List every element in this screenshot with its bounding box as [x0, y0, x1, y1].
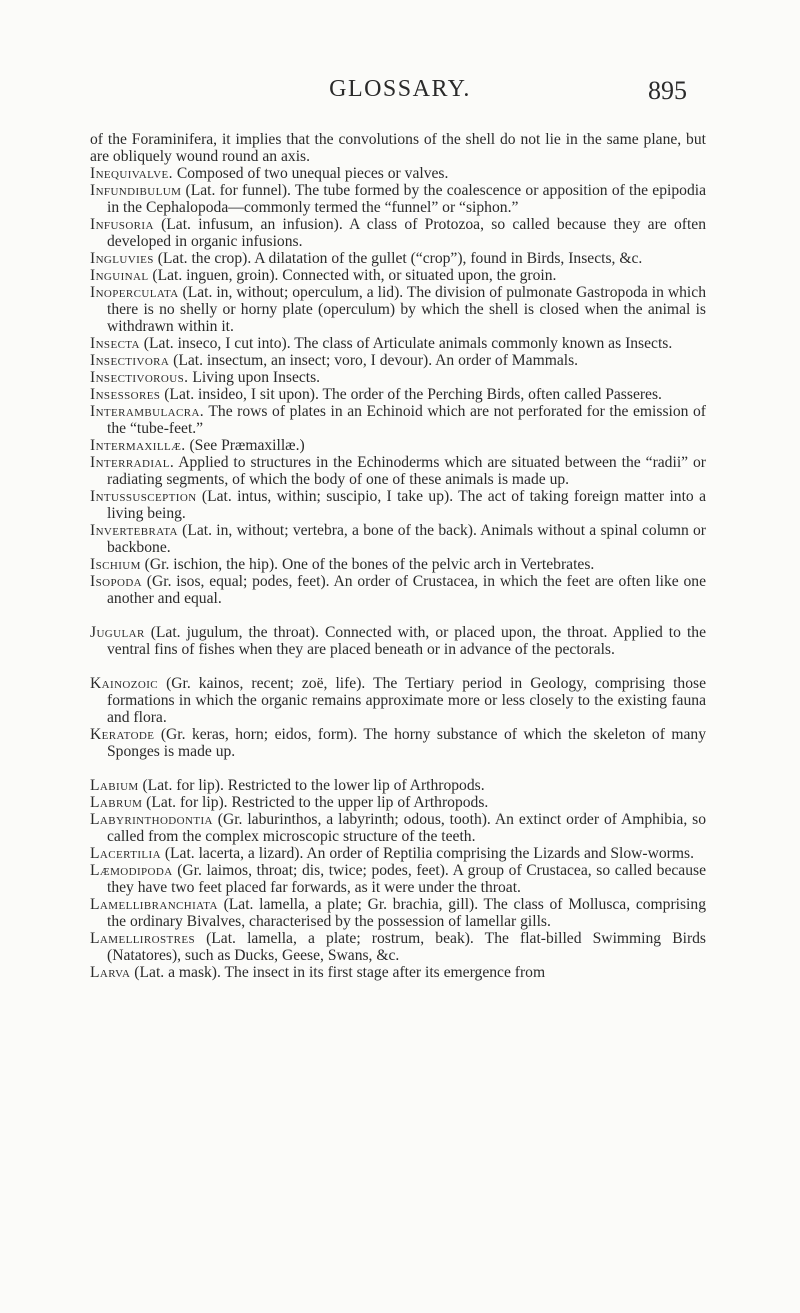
- entry-headword: Isopoda: [90, 573, 143, 590]
- entry-headword: Labyrinthodontia: [90, 811, 213, 828]
- glossary-entry: [90, 675, 706, 726]
- glossary-entry: [90, 352, 706, 369]
- entry-definition: Applied to structures in the Echinoderms which are situated between the “radii” or radiating segments, of which the body of one of these animals is made up.: [107, 454, 706, 488]
- entry-definition: (Lat. the crop). A dilatation of the gullet (“crop”), found in Birds, Insects, &c.: [153, 250, 643, 267]
- glossary-entry: [90, 811, 706, 845]
- entry-definition: (Lat. lamella, a plate; rostrum, beak). The flat-billed Swimming Birds (Natatores), such as Ducks, Geese, Swans, &c.: [107, 930, 706, 964]
- entry-definition: (Lat. inseco, I cut into). The class of Articulate animals commonly known as Insects.: [139, 335, 673, 352]
- entry-definition: (Lat. for lip). Restricted to the upper lip of Arthropods.: [142, 794, 489, 811]
- entry-definition: (Lat. in, without; vertebra, a bone of the back). Animals without a spinal column or backbone.: [107, 522, 706, 556]
- glossary-entry: [90, 522, 706, 556]
- glossary-entry: [90, 777, 706, 794]
- glossary-entry: [90, 845, 706, 862]
- entry-definition: (Gr. laimos, throat; dis, twice; podes, feet). A group of Crustacea, so called because they have two feet placed far forwards, as it were under the throat.: [107, 862, 706, 896]
- entry-headword: Interradial.: [90, 454, 175, 471]
- glossary-body: [90, 131, 706, 981]
- entry-definition: Living upon Insects.: [188, 369, 321, 386]
- entry-definition: (Lat. jugulum, the throat). Connected with, or placed upon, the throat. Applied to the ventral fins of fishes when they are placed beneath or in advance of the pectorals.: [107, 624, 706, 658]
- entry-definition: (Lat. insideo, I sit upon). The order of the Perching Birds, often called Passeres.: [160, 386, 662, 403]
- entry-headword: Jugular: [90, 624, 145, 641]
- glossary-entry: [90, 964, 706, 981]
- entry-definition: (Lat. for lip). Restricted to the lower lip of Arthropods.: [138, 777, 485, 794]
- running-head: GLOSSARY.: [329, 76, 471, 102]
- entry-definition: (Gr. kainos, recent; zoë, life). The Tertiary period in Geology, comprising those formations in which the organic remains approximate more or less closely to the existing fauna and flora.: [107, 675, 706, 726]
- glossary-entry: [90, 386, 706, 403]
- entry-definition: (Lat. insectum, an insect; voro, I devour). An order of Mammals.: [169, 352, 579, 369]
- entry-definition: (Gr. ischion, the hip). One of the bones of the pelvic arch in Vertebrates.: [140, 556, 595, 573]
- entry-headword: Kainozoic: [90, 675, 159, 692]
- entry-definition: (See Præmaxillæ.): [185, 437, 305, 454]
- entry-headword: Infusoria: [90, 216, 154, 233]
- entry-definition: (Gr. isos, equal; podes, feet). An order of Crustacea, in which the feet are often like one another and equal.: [107, 573, 706, 607]
- entry-headword: Insessores: [90, 386, 161, 403]
- glossary-entry: [90, 216, 706, 250]
- entry-definition: (Lat. infusum, an infusion). A class of Protozoa, so called because they are often developed in organic infusions.: [107, 216, 706, 250]
- glossary-entry: [90, 624, 706, 658]
- glossary-entry: [90, 403, 706, 437]
- entry-definition: (Lat. lamella, a plate; Gr. brachia, gill). The class of Mollusca, comprising the ordinary Bivalves, characterised by the possession of lamellar gills.: [107, 896, 706, 930]
- entry-headword: Keratode: [90, 726, 155, 743]
- entry-headword: Larva: [90, 964, 131, 981]
- entry-headword: Inguinal: [90, 267, 149, 284]
- entry-headword: Infundibulum: [90, 182, 182, 199]
- entry-headword: Ischium: [90, 556, 141, 573]
- entry-definition: Composed of two unequal pieces or valves.: [172, 165, 449, 182]
- glossary-entry: [90, 896, 706, 930]
- glossary-entry: [90, 250, 706, 267]
- page-header: [0, 76, 800, 116]
- letter-section-gap: [90, 760, 706, 777]
- entry-headword: Lacertilia: [90, 845, 161, 862]
- glossary-entry: [90, 335, 706, 352]
- entry-headword: Intussusception: [90, 488, 197, 505]
- glossary-entry: [90, 794, 706, 811]
- entry-definition: (Gr. keras, horn; eidos, form). The horny substance of which the skeleton of many Sponges is made up.: [107, 726, 706, 760]
- glossary-entries: [90, 165, 706, 981]
- glossary-entry: [90, 726, 706, 760]
- entry-headword: Lamellirostres: [90, 930, 195, 947]
- entry-headword: Labium: [90, 777, 139, 794]
- entry-definition: (Gr. laburinthos, a labyrinth; odous, tooth). An extinct order of Amphibia, so called from the complex microscopic structure of the teeth.: [107, 811, 706, 845]
- glossary-entry: [90, 437, 706, 454]
- glossary-entry: [90, 488, 706, 522]
- page-number: 895: [648, 76, 687, 105]
- entry-definition: The rows of plates in an Echinoid which are not perforated for the emission of the “tube-feet.”: [107, 403, 706, 437]
- entry-headword: Inequivalve.: [90, 165, 173, 182]
- entry-headword: Inoperculata: [90, 284, 179, 301]
- glossary-entry: [90, 165, 706, 182]
- entry-definition: (Lat. in, without; operculum, a lid). The division of pulmonate Gastropoda in which there is no shelly or horny plate (operculum) by which the shell is closed when the animal is withdrawn within it.: [107, 284, 706, 335]
- letter-section-gap: [90, 607, 706, 624]
- entry-headword: Insecta: [90, 335, 140, 352]
- letter-section-gap: [90, 658, 706, 675]
- glossary-entry: [90, 267, 706, 284]
- continued-entry: of the Foraminifera, it implies that the convolutions of the shell do not lie in the same plane, but are obliquely wound round an axis.: [90, 131, 706, 165]
- glossary-entry: [90, 556, 706, 573]
- entry-headword: Læmodipoda: [90, 862, 173, 879]
- entry-headword: Intermaxillæ.: [90, 437, 186, 454]
- entry-headword: Labrum: [90, 794, 143, 811]
- glossary-entry: [90, 369, 706, 386]
- glossary-entry: [90, 930, 706, 964]
- entry-headword: Insectivora: [90, 352, 170, 369]
- glossary-entry: [90, 284, 706, 335]
- entry-headword: Lamellibranchiata: [90, 896, 218, 913]
- entry-definition: (Lat. lacerta, a lizard). An order of Reptilia comprising the Lizards and Slow-worms.: [160, 845, 694, 862]
- glossary-entry: [90, 862, 706, 896]
- entry-headword: Interambulacra.: [90, 403, 205, 420]
- glossary-entry: [90, 573, 706, 607]
- entry-headword: Ingluvies: [90, 250, 154, 267]
- entry-headword: Insectivorous.: [90, 369, 189, 386]
- glossary-entry: [90, 182, 706, 216]
- entry-headword: Invertebrata: [90, 522, 178, 539]
- entry-definition: (Lat. inguen, groin). Connected with, or situated upon, the groin.: [148, 267, 557, 284]
- entry-definition: (Lat. for funnel). The tube formed by the coalescence or apposition of the epipodia in the Cephalopoda—commonly termed the “funnel” or “siphon.”: [107, 182, 706, 216]
- glossary-entry: [90, 454, 706, 488]
- entry-definition: (Lat. intus, within; suscipio, I take up). The act of taking foreign matter into a living being.: [107, 488, 706, 522]
- entry-definition: (Lat. a mask). The insect in its first stage after its emergence from: [130, 964, 546, 981]
